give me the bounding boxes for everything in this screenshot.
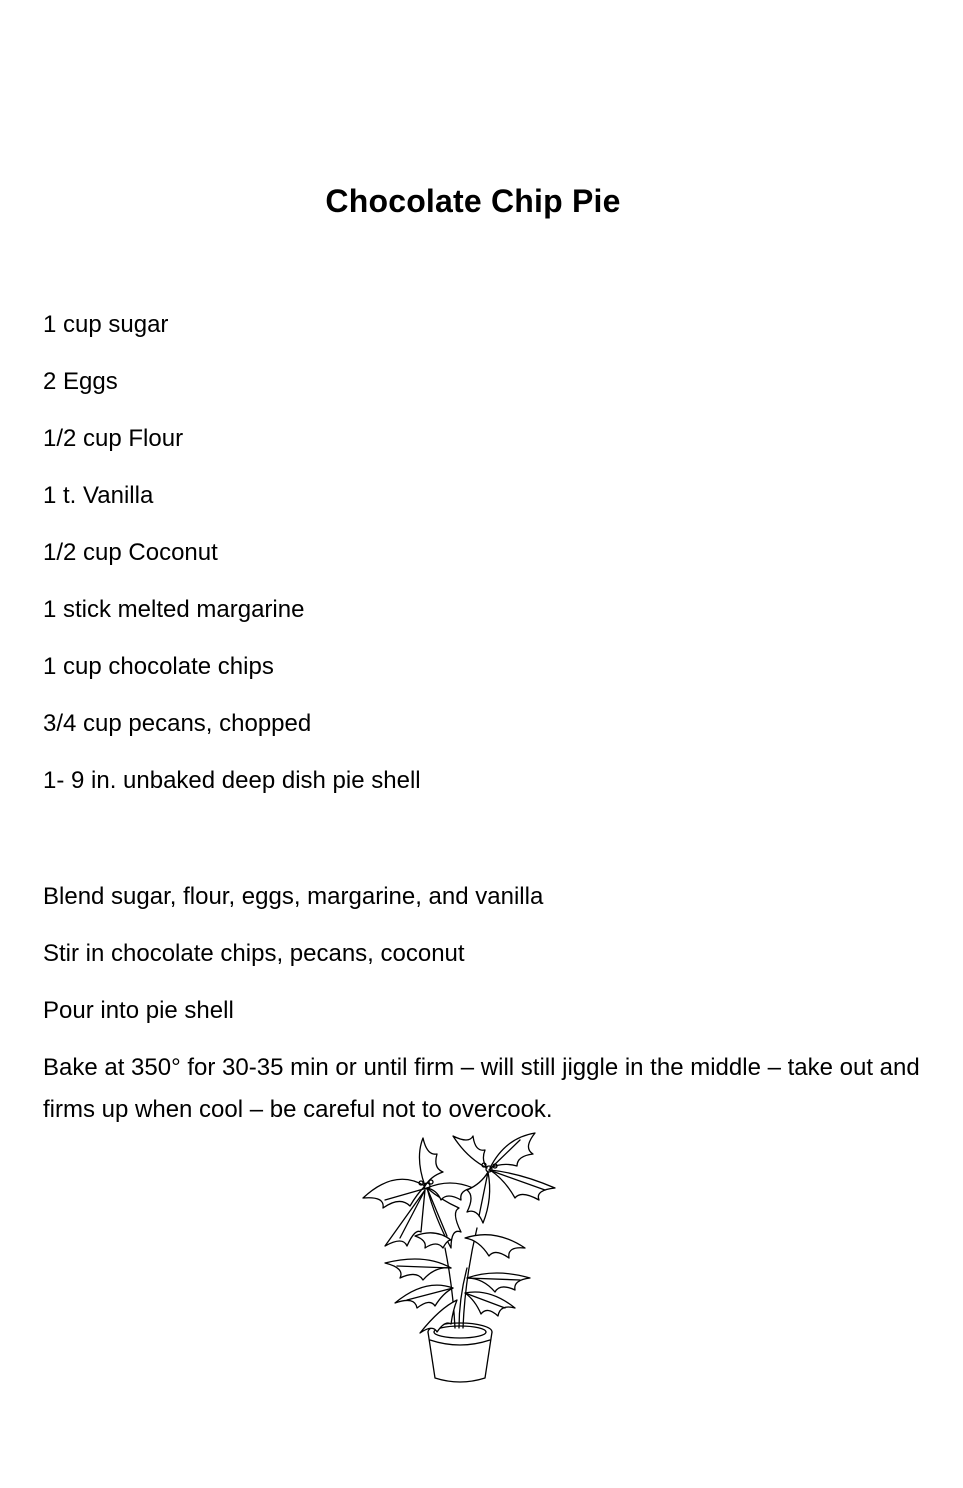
ingredient-item: 1- 9 in. unbaked deep dish pie shell [43,767,421,794]
instruction-step: Stir in chocolate chips, pecans, coconut [43,940,465,967]
ingredient-item: 1/2 cup Coconut [43,539,218,566]
ingredient-list [43,309,421,822]
instruction-step: Blend sugar, flour, eggs, margarine, and vanilla [43,883,544,910]
instruction-step: Pour into pie shell [43,997,234,1024]
instruction-step: Bake at 350° for 30-35 min or until firm – will still jiggle in the middle – take out and firms up when cool – be careful not to overcook. [43,1054,920,1123]
ingredient-item: 3/4 cup pecans, chopped [43,710,312,737]
ingredient-item: 2 Eggs [43,368,118,395]
ingredient-item: 1 t. Vanilla [43,482,154,509]
instruction-list [43,876,923,1146]
ingredient-item: 1 cup sugar [43,311,169,338]
recipe-title: Chocolate Chip Pie [325,183,621,219]
ingredient-item: 1 cup chocolate chips [43,653,274,680]
poinsettia-plant-icon [355,1128,565,1388]
ingredient-item: 1/2 cup Flour [43,425,184,452]
ingredient-item: 1 stick melted margarine [43,596,305,623]
